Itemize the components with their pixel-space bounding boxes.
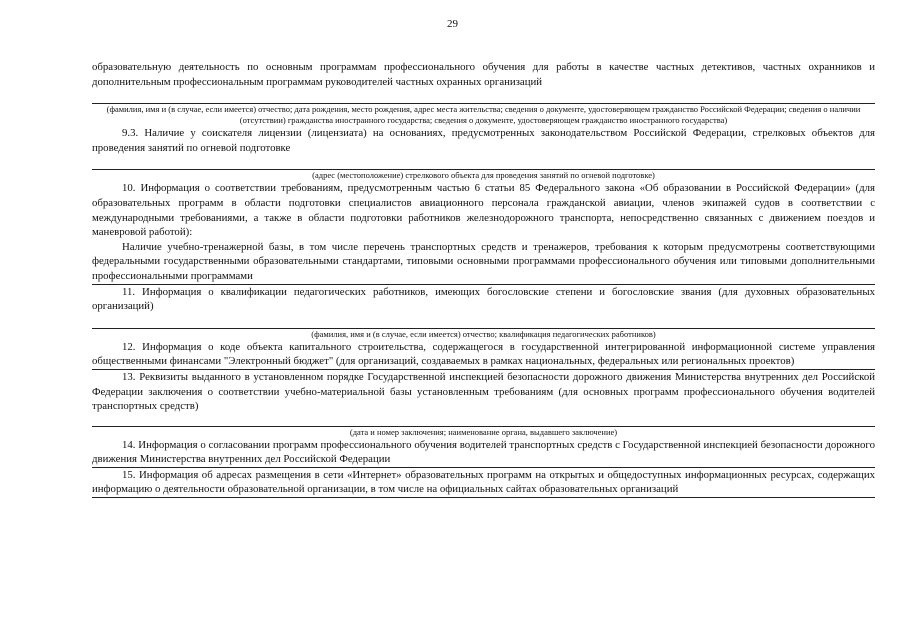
blank-fill-area [92, 155, 875, 169]
paragraph-14: 14. Информация о согласовании программ профессионального обучения водителей транспортных средств с Государственной инспекцией безопасности дорожного движения Министерства внутренних дел Российской Федерации [92, 438, 875, 466]
paragraph-10: 10. Информация о соответствии требованиям, предусмотренным частью 6 статьи 85 Федерального закона «Об образовании в Российской Федерации» (для образовательных программ в области подготовки специалистов авиационного персонала гражданской авиации, членов экипажей судов в соответствии с международными требованиями, а также в области подготовки работников железнодорожного транспорта, непосредственно связанных с движением поездов и маневровой работой): [92, 182, 875, 239]
caption-shooting-range-address: (адрес (местоположение) стрелкового объекта для проведения занятий по огневой подготовке) [312, 170, 655, 181]
paragraph-11: 11. Информация о квалификации педагогических работников, имеющих богословские степени и богословские звания (для духовных образовательных организаций) [92, 285, 875, 313]
document-body [92, 60, 875, 498]
blank-fill-area [92, 414, 875, 426]
paragraph-12: 12. Информация о коде объекта капитального строительства, содержащегося в государственной интегрированной информационной системе управления общественными финансами "Электронный бюджет" (для организаций, создаваемых в рамках национальных, федеральных или региональных проектов) [92, 340, 875, 368]
fill-in-line [92, 497, 875, 498]
caption-personal-data: (фамилия, имя и (в случае, если имеется) отчество; дата рождения, место рождения, адрес места жительства; сведения о документе, удостоверяющем гражданство Российской Федерации; сведения о наличии (отсутствии) гражданства иностранного государства; сведения о документе, удостоверяющем гражданство иностранного государства) [106, 104, 861, 126]
blank-fill-area [92, 89, 875, 103]
paragraph-15: 15. Информация об адресах размещения в сети «Интернет» образовательных программ на открытых и общедоступных информационных ресурсах, содержащих информацию о деятельности образовательной организации, в том числе на официальных сайтах образовательных организаций [92, 468, 875, 496]
blank-fill-area [92, 314, 875, 328]
page-number: 29 [447, 18, 458, 30]
paragraph-10-training-base: Наличие учебно-тренажерной базы, в том числе перечень транспортных средств и тренажеров, требования к которым предусмотрены соответствующими федеральными государственными образовательными стандартами, типовыми основными программами профессионального обучения или типовыми дополнительными профессиональными программами [92, 240, 875, 282]
caption-conclusion-details: (дата и номер заключения; наименование органа, выдавшего заключение) [349, 426, 618, 437]
caption-teacher-qualification: (фамилия, имя и (в случае, если имеется) отчество; квалификация педагогических работников) [311, 328, 656, 339]
paragraph-13: 13. Реквизиты выданного в установленном порядке Государственной инспекцией безопасности дорожного движения Министерства внутренних дел Российской Федерации заключения о соответствии учебно-материальной базы установленным требованиям (для основных программ профессионального обучения водителей транспортных средств) [92, 370, 875, 413]
paragraph-9-3: 9.3. Наличие у соискателя лицензии (лицензиата) на основаниях, предусмотренных законодательством Российской Федерации, стрелковых объектов для проведения занятий по огневой подготовке [92, 127, 875, 154]
paragraph-continuation: образовательную деятельность по основным программам профессионального обучения для работы в качестве частных детективов, частных охранников и дополнительным профессиональным программам руководителей частных охранных организаций [92, 61, 875, 88]
